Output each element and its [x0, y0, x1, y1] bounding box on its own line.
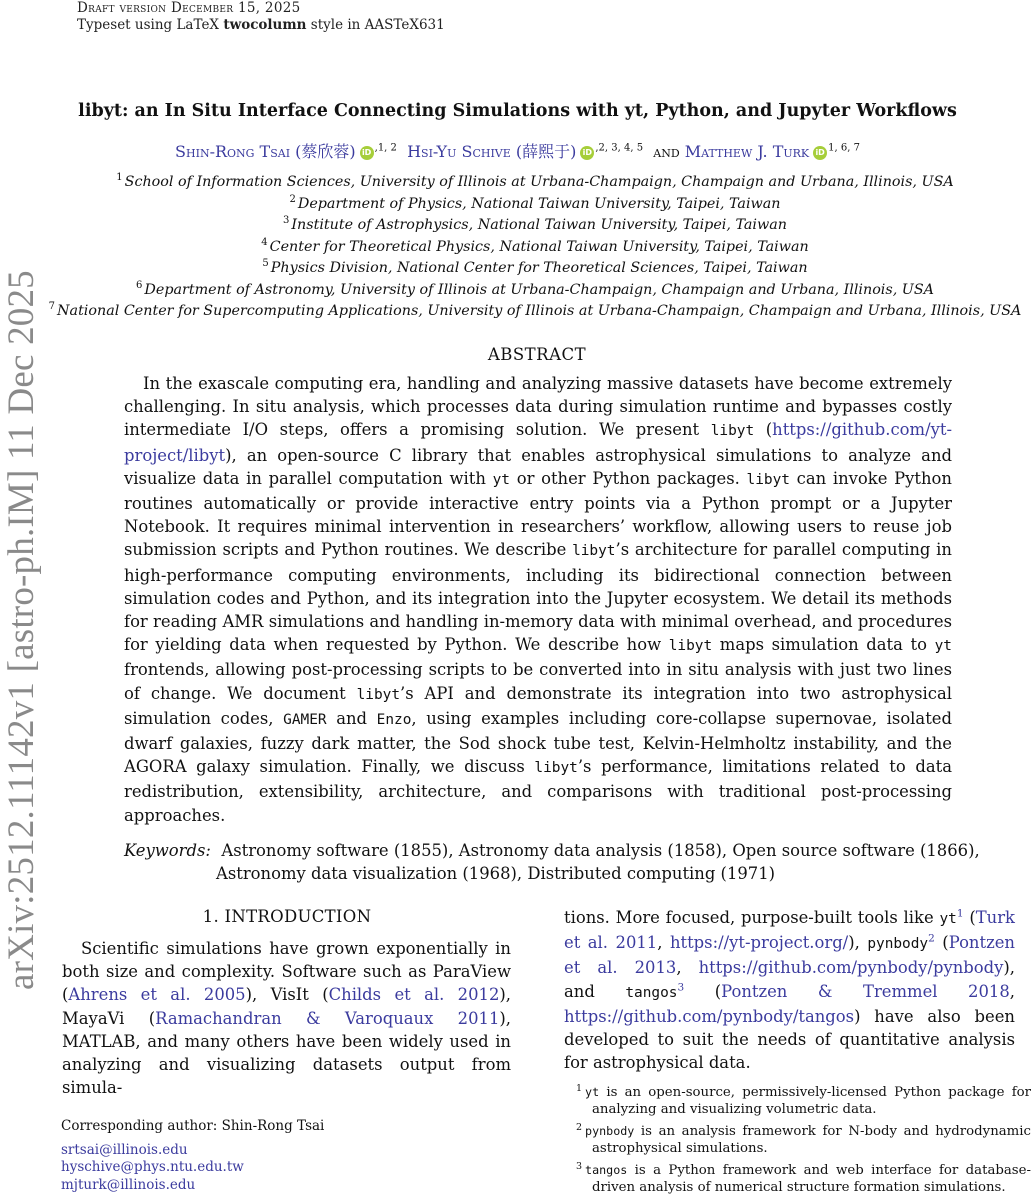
code-yt: yt	[939, 911, 957, 927]
affiliation-list	[0, 172, 1035, 323]
author-list	[0, 139, 1035, 162]
arxiv-stamp: arXiv:2512.11142v1 [astro-ph.IM] 11 Dec 2025	[1, 270, 42, 990]
code-tangos: tangos	[625, 984, 678, 1001]
footnote-number: 1	[576, 1082, 583, 1094]
abstract-text: or other Python packages.	[510, 468, 747, 488]
intro-left-column	[62, 937, 511, 1099]
code-gamer: GAMER	[283, 711, 327, 728]
affiliation-number: 6	[136, 279, 143, 291]
section-heading: 1. INTRODUCTION	[202, 907, 372, 926]
affiliation	[0, 280, 1035, 302]
affiliation-number: 2	[289, 193, 296, 205]
repo-link[interactable]: https://github.com/yt-project/libyt	[124, 420, 952, 465]
corresponding-label: Corresponding author: Shin-Rong Tsai	[61, 1118, 325, 1134]
citation-link[interactable]: Ahrens et al. 2005	[68, 985, 246, 1005]
url-link[interactable]: https://github.com/pynbody/pynbody	[698, 958, 1004, 978]
abstract-text: and	[326, 708, 377, 728]
affiliation-text: Department of Astronomy, University of Illinois at Urbana-Champaign, Champaign and Urbana, Illinois, USA	[144, 281, 934, 298]
abstract-text: In the exascale computing era, handling and analyzing massive datasets have become extremely challenging. In situ analysis, which processes data during simulation runtime and bypasses costly intermediate I/O steps, offers a promising solution. We present	[124, 374, 952, 440]
body-text: ), MayaVi (	[62, 985, 511, 1028]
orcid-icon[interactable]: iD	[360, 146, 374, 160]
footnote-text: is an open-source, permissively-licensed Python package for analyzing and visualizing volumetric data.	[592, 1085, 1031, 1117]
url-link[interactable]: https://github.com/pynbody/tangos	[564, 1006, 855, 1026]
affiliation-text: Center for Theoretical Physics, National Taiwan University, Taipei, Taiwan	[269, 238, 809, 255]
citation-link[interactable]: Ramachandran & Varoquaux 2011	[155, 1008, 500, 1028]
author-link[interactable]: Shin-Rong Tsai	[175, 142, 291, 161]
abstract-text: ), an open-source C library that enables astrophysical simulations to analyze and visualize data in parallel computation with	[124, 445, 952, 488]
typeset-suffix: style in AASTeX631	[306, 17, 445, 33]
footnote-text: is an analysis framework for N-body and hydrodynamic astrophysical simulations.	[592, 1124, 1031, 1156]
affiliation	[0, 172, 1035, 194]
intro-right-column	[564, 906, 1015, 1074]
url-link[interactable]: https://yt-project.org/	[669, 933, 849, 953]
affiliation	[0, 301, 1035, 323]
abstract-text: , using examples including core-collapse supernovae, isolated dwarf galaxies, fuzzy dark matter, the Sod shock tube test, Kelvin-Helmholtz instability, and the AGORA galaxy simulation. Finally, we discuss	[124, 708, 952, 777]
affiliation	[0, 258, 1035, 280]
footnote	[576, 1162, 1031, 1196]
abstract-text: API and demonstrate its integration into two astrophysical simulation codes,	[124, 683, 952, 728]
typeset-prefix: Typeset using	[77, 17, 177, 33]
citation-link[interactable]: Pontzen & Tremmel 2018	[721, 981, 1010, 1001]
abstract-heading: ABSTRACT	[487, 345, 587, 364]
keywords	[124, 839, 1035, 885]
code-yt: yt	[492, 471, 510, 488]
footnote-marker[interactable]: 3	[677, 981, 685, 994]
citation-link[interactable]: Turk et al. 2011	[564, 908, 1015, 953]
body-text: ), and	[564, 958, 1015, 1001]
footnote-text: is a Python framework and web interface for database-driven analysis of numerical structure formation simulations.	[592, 1163, 1031, 1195]
body-text: ,	[657, 933, 670, 953]
affiliation-number: 4	[261, 236, 268, 248]
author-native-name: (薛熙于)	[515, 142, 577, 161]
keywords-label: Keywords:	[124, 841, 211, 860]
typeset-style: twocolumn	[223, 17, 307, 33]
abstract-text: ’s	[577, 757, 592, 777]
code-enzo: Enzo	[376, 711, 412, 728]
body-text: (	[934, 933, 949, 953]
code-libyt: libyt	[534, 760, 578, 777]
author-link[interactable]: Matthew J. Turk	[684, 142, 810, 161]
affiliation	[0, 215, 1035, 237]
email-link[interactable]: srtsai@illinois.edu	[61, 1141, 188, 1158]
author-conjunction: and	[653, 142, 680, 161]
code-libyt: libyt	[710, 423, 755, 440]
affiliation-text: Institute of Astrophysics, National Taiwan University, Taipei, Taiwan	[291, 217, 787, 233]
body-text: ,	[676, 958, 699, 978]
affiliation-text: School of Information Sciences, University of Illinois at Urbana-Champaign, Champaign and Urbana, Illinois, USA	[124, 174, 954, 190]
body-text: (	[684, 981, 722, 1001]
body-text: ) have also been developed to suit the needs of quantitative analysis for astrophysical data.	[564, 1006, 1015, 1073]
affiliation-number: 3	[283, 215, 290, 227]
body-text: (	[963, 908, 976, 927]
footnote-marker[interactable]: 1	[956, 907, 964, 920]
affiliation-number: 7	[48, 301, 56, 313]
code-libyt: libyt	[746, 471, 790, 488]
body-text: Scientific simulations have grown exponentially in both size and complexity. Software such as ParaView (	[62, 939, 511, 1005]
abstract-text: ’s	[615, 540, 630, 560]
body-text: ,	[1009, 981, 1015, 1001]
body-text: ), VisIt (	[245, 985, 329, 1005]
author-affil-marks: ,1, 2	[374, 142, 397, 154]
abstract-text: performance, limitations related to data redistribution, extensibility, architecture, and comparisons with traditional post-processing approaches.	[124, 757, 952, 825]
paper-title: libyt: an In Situ Interface Connecting Simulations with yt, Python, and Jupyter Workflows	[78, 101, 957, 121]
body-text: ), MATLAB, and many others have been widely used in analyzing and visualizing datasets output from simula-	[62, 1008, 512, 1098]
body-text: ),	[848, 933, 868, 953]
footnote-marker[interactable]: 2	[928, 932, 935, 945]
affiliation-text: National Center for Supercomputing Applications, University of Illinois at Urbana-Champaign, Champaign and Urbana, Illinois, USA	[57, 303, 1022, 319]
footnote-code: yt	[585, 1085, 600, 1099]
abstract-body	[124, 372, 952, 827]
affiliation-number: 5	[262, 258, 269, 270]
abstract-text: maps simulation data to	[712, 635, 935, 655]
keywords-text: Astronomy software (1855), Astronomy data analysis (1858), Open source software (1866), Astronomy data visualization (1968), Distributed computing (1971)	[216, 841, 980, 884]
affiliation	[0, 194, 1035, 216]
code-libyt: libyt	[668, 638, 713, 655]
footnote	[576, 1123, 1031, 1157]
latex-logo: LaTeX	[176, 17, 220, 33]
abstract-text: (	[754, 420, 773, 440]
footnote	[576, 1084, 1031, 1118]
affiliation-text: Department of Physics, National Taiwan University, Taipei, Taiwan	[297, 195, 781, 212]
footnote-code: pynbody	[585, 1124, 635, 1138]
author-native-name: (蔡欣蓉)	[295, 142, 356, 161]
citation-link[interactable]: Childs et al. 2012	[328, 985, 500, 1005]
typeset-line	[77, 17, 445, 34]
abstract-text: architecture for parallel computing in high-performance computing environments, including its bidirectional connection between simulation codes and Python, and its integration into the Jupyter ecosystem. We detail its methods for reading AMR simulations and handling in-memory data with minimal overhead, and procedures for yielding data when requested by Python. We describe how	[124, 540, 952, 655]
author-link[interactable]: Hsi-Yu Schive	[407, 142, 511, 161]
affiliation	[0, 237, 1035, 259]
code-libyt: libyt	[572, 543, 616, 560]
body-text: tions. More focused, purpose-built tools like	[564, 908, 940, 927]
footnote-number: 3	[576, 1160, 583, 1172]
email-link[interactable]: hyschive@phys.ntu.edu.tw	[61, 1159, 244, 1175]
corresponding-author	[61, 1118, 324, 1194]
abstract-text: frontends, allowing post-processing scripts to be converted into in situ analysis with just two lines of change. We document	[124, 660, 952, 703]
footnotes	[576, 1084, 1031, 1201]
affiliation-text: Physics Division, National Center for Theoretical Sciences, Taipei, Taiwan	[270, 260, 808, 276]
email-link[interactable]: mjturk@illinois.edu	[61, 1176, 196, 1193]
orcid-icon[interactable]: iD	[580, 146, 594, 160]
running-header	[77, 0, 445, 34]
author-affil-marks: 1, 6, 7	[828, 142, 860, 154]
footnote-code: tangos	[585, 1163, 628, 1177]
code-libyt: libyt	[356, 686, 401, 703]
code-pynbody: pynbody	[867, 936, 929, 953]
code-yt: yt	[934, 638, 952, 655]
abstract-text: can invoke Python routines automatically or provide interactive entry points via a Python prompt or a Jupyter Notebook. It requires minimal intervention in researchers’ workflow, allowing users to reuse job submission scripts and Python routines. We describe	[124, 468, 952, 560]
draft-version: Draft version December 15, 2025	[77, 0, 301, 16]
abstract-text: ’s	[400, 683, 414, 703]
citation-link[interactable]: Pontzen et al. 2013	[564, 933, 1015, 978]
affiliation-number: 1	[116, 172, 123, 184]
orcid-icon[interactable]: iD	[813, 146, 827, 160]
author-affil-marks: ,2, 3, 4, 5	[595, 142, 644, 154]
footnote-number: 2	[576, 1121, 583, 1133]
